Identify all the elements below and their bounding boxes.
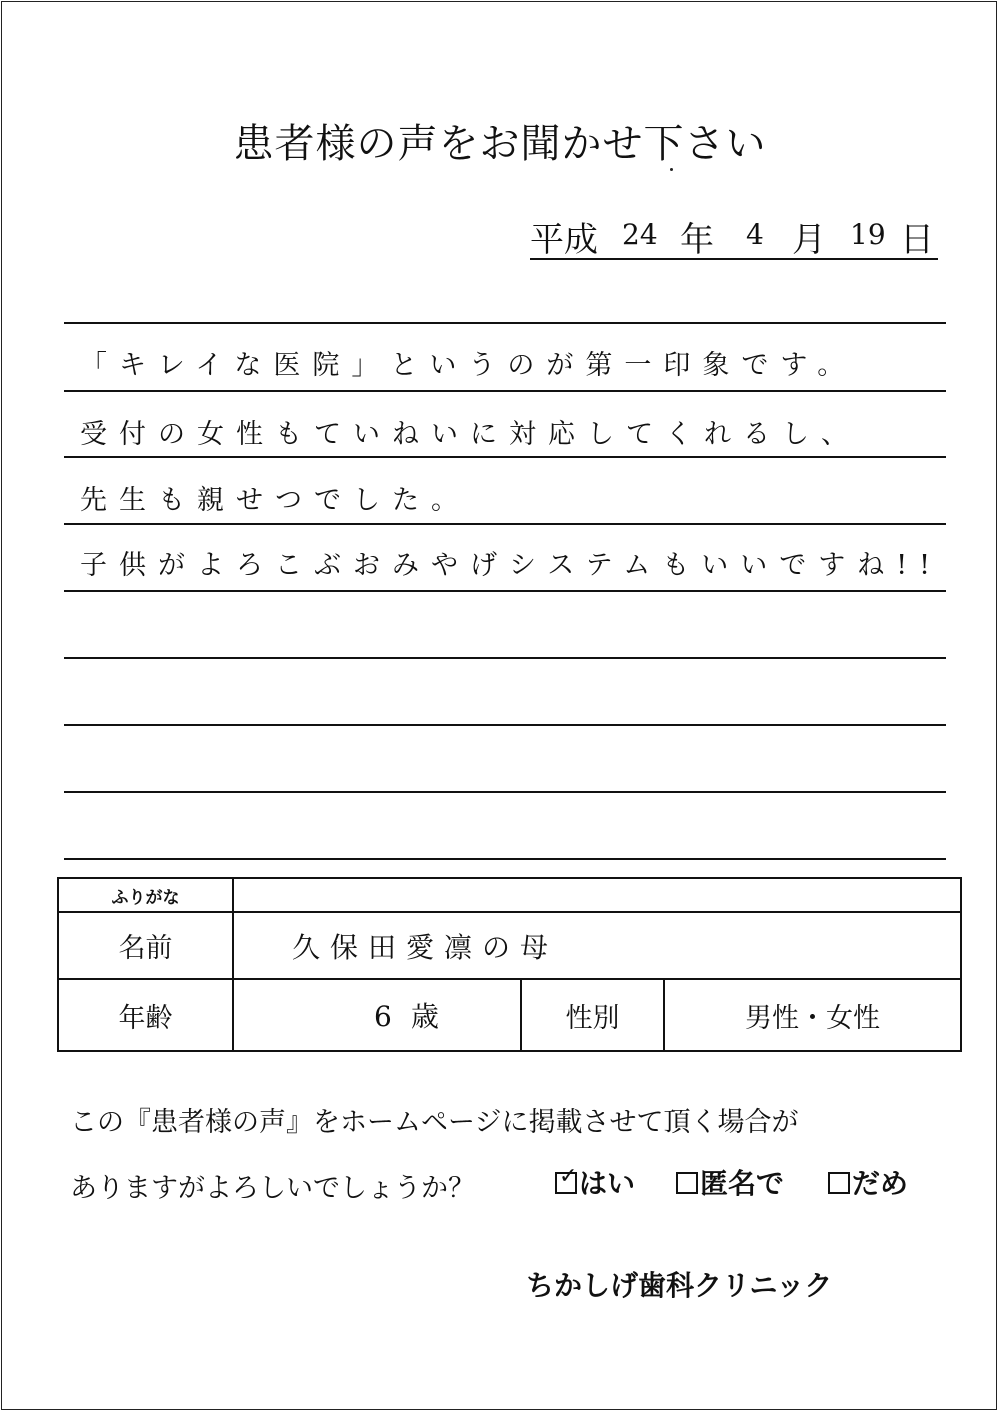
- ruled-line: [64, 657, 946, 659]
- clinic-name: ちかしげ歯科クリニック: [526, 1269, 833, 1302]
- comment-line: 「キレイな医院」というのが第一印象です。: [80, 350, 857, 381]
- ruled-line: [64, 390, 946, 392]
- ruled-line: [64, 858, 946, 860]
- ruled-line: [64, 523, 946, 525]
- date-month: 4: [746, 218, 764, 251]
- age-field[interactable]: [233, 979, 521, 1051]
- date-era: 平成: [530, 220, 598, 260]
- age-unit: 歳: [410, 1000, 439, 1033]
- comment-line: 子供がよろこぶおみやげシステムもいいですね!!: [80, 550, 942, 581]
- date-day-unit: 日: [900, 220, 934, 260]
- date-field: [530, 212, 938, 260]
- furigana-label: ふりがな: [58, 878, 233, 912]
- option-yes[interactable]: ✓ はい: [555, 1162, 635, 1202]
- name-value: 久保田愛凛の母: [292, 930, 559, 964]
- checkbox-icon[interactable]: [828, 1172, 850, 1194]
- age-value: 6: [374, 1000, 392, 1033]
- option-no[interactable]: だめ: [828, 1162, 908, 1202]
- gender-label: 性別: [521, 979, 664, 1051]
- gender-options[interactable]: 男性・女性: [664, 979, 961, 1051]
- date-month-unit: 月: [792, 220, 826, 260]
- ruled-line: [64, 724, 946, 726]
- date-day: 19: [850, 218, 886, 251]
- ink-dot: [670, 168, 673, 171]
- comment-line: 先生も親せつでした。: [80, 485, 470, 516]
- name-label: 名前: [58, 912, 233, 979]
- furigana-field[interactable]: [233, 878, 961, 912]
- option-anonymous[interactable]: 匿名で: [676, 1162, 784, 1202]
- checkbox-checked-icon[interactable]: ✓: [555, 1172, 577, 1194]
- age-label: 年齢: [58, 979, 233, 1051]
- consent-question-line2: ありますがよろしいでしょうか？: [70, 1173, 475, 1204]
- date-year-unit: 年: [680, 220, 714, 260]
- comment-line: 受付の女性もていねいに対応してくれるし、: [80, 419, 860, 450]
- checkbox-icon[interactable]: [676, 1172, 698, 1194]
- ruled-line: [64, 791, 946, 793]
- form-title: 患者様の声をお聞かせ下さい: [233, 121, 767, 167]
- ruled-line: [64, 590, 946, 592]
- date-year: 24: [622, 218, 658, 251]
- ruled-line: [64, 322, 946, 324]
- ruled-line: [64, 456, 946, 458]
- patient-info-table: [57, 877, 962, 1052]
- consent-question-line1: この『患者様の声』をホームページに掲載させて頂く場合が: [70, 1107, 799, 1138]
- name-field[interactable]: [233, 912, 961, 979]
